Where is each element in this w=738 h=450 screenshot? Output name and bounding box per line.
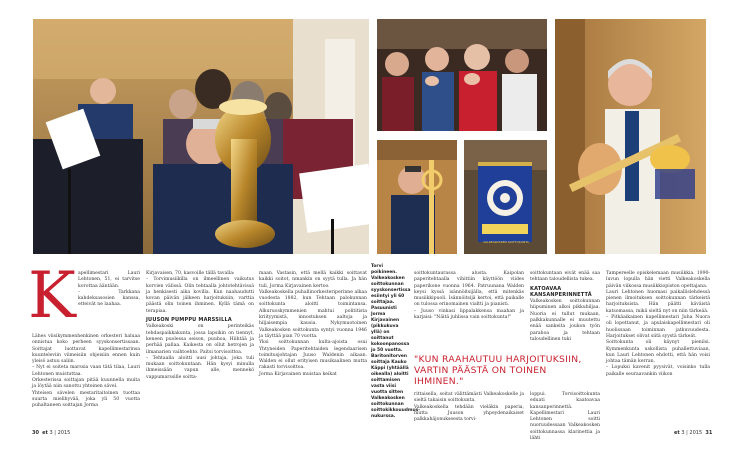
paragraph: Yhteisen sävelen mestaritaitoinen tuottaa suurta mielihyvää, joka yli 50 vuotta puhaltaneen soittajan Jorma — [32, 390, 140, 409]
paragraph: soittokuntaan eivät enää saa tehtaan taloudellista tukea. — [530, 271, 600, 283]
text-column-1 — [78, 271, 140, 309]
text-column-3 — [259, 271, 367, 378]
text-column-1-cont — [32, 334, 140, 410]
paragraph: – Torvimusiikilla on ilmeellinen vaikutus korvien välissä. Olin tehtaalla johtotehtävissä ja henkisesti aika kovilla. Kun naahaudutti kovan päivän jälkeen harjoituksiin, varttia päästä olin toinen ihminen. Kyllä tämä on terapiaa. — [146, 277, 254, 314]
text-column-5-bottom — [414, 392, 524, 423]
photo-man-with-trombone — [555, 19, 706, 254]
text-column-5-top — [414, 271, 524, 321]
magazine-name: et — [674, 430, 680, 436]
photo-soittokunta-banner — [464, 140, 547, 254]
page-number: 31 — [705, 430, 713, 436]
drop-cap: K — [28, 259, 76, 333]
text-column-7 — [606, 271, 710, 378]
paragraph: – Tehtaalla aloitti uusi johtaja, joka tuli mukaan soittokuntaan. Hän kysyi minulla ihmeissään vapun alle, mennekö vappumarssille soitta- — [146, 355, 254, 380]
magazine-name: et — [42, 430, 48, 436]
paragraph: Lähes viisikymmenhenkinen orkesteri haluaa onnistua koko perheen syyskonsertissaan. Soittajat luottavat kapellimestarinsa kuunteleviin viimeisiin ohjeisiin ennen kuin yleisö astuu saliin. — [32, 334, 140, 365]
paragraph: Orkesterissa soittajan pitää kuunnella muita ja löytää niin sanottu yhteinen sävel. — [32, 378, 140, 390]
paragraph: Yksi soittokunnan kulta-ajoista osui Yhtyneiden Paperitehtaiden legendaarisen toimitusjohtajan Juuso Waldenin aikaan. Walden ei ollut erityisen musikaalinen mutta rakasti torvisoittoa. — [259, 340, 367, 371]
issue: 3 | 2015 — [681, 430, 703, 436]
paragraph: Lauri Lehtonen huomasi paikallislehdessä pienen ilmoituksen soittokunnan tärkeistä harjoituksista. Hän päätti käväistä katsomassa, mikä sieltä nyt on niin tärkeää. — [606, 289, 710, 314]
photo-audience-clapping — [377, 19, 547, 131]
paragraph: Tampereelle opiskelemaan musiikkia. 1990-luvun lopulla hän vietti Valkeakoskella päivän viikossa musiikkiopiston opettajana. — [606, 271, 710, 289]
paragraph: Valkeakoskella puhallinorkesteriperinne alkaa vuodesta 1882, kun Tehtaan palokunnan soittokunta aloitti toimintansa. Alkuruoskymmenien mahtui polititista kriityymistä, innostuksen aaltoja ja hiljaisempia kausia. Nykymuotoinen Valkeakosken soittokunta syntyi vuonna 1946 ja täyttää pian 70 vuotta. — [259, 289, 367, 339]
footer-right — [674, 430, 712, 436]
photo-trombone-player — [377, 140, 457, 254]
paragraph: rittaisella, soitat välittämästi Valkeakoskelle ja sieltä takaisin soittokunta. — [414, 392, 524, 404]
paragraph: Jorma Kirjavainen muistaa keikat — [259, 371, 337, 377]
main-photo-tuba-player — [33, 19, 369, 254]
subheading: KATOAVAA KANSANPERINNETTÄ — [530, 285, 592, 298]
issue: 3 | 2015 — [49, 430, 71, 436]
paragraph: Valkeakoski on perinteikäs tehdaspaikkakunta, jossa lapsikin on tiennyt, keneen puolessa seison, puuhoa, Hiihtää ja perhää pallaa. Kaikesta on ollut hetrojen ja ilmanarien vaihtoehto. Paitsi torvisoittoa. — [146, 324, 254, 355]
photo-caption: Torvi poikineen. Valkeakosken soittokunnan syyskonsertissa esiintyi yli 60 soittajaa. Pasuunisti Jorma Kirjavainen (pikkukuva yllä) on soittanut kokoonpanossa jo 50 vuotta. Baritonitorven soittaja Kauko Käppi (yhtäällä oikealla) aloitti soittamisen vasta viisi vuotta sitten Valkeakosken soittokunnan soittokikkouudmus-nukurssa. — [371, 264, 421, 419]
text-column-6-bottom — [530, 392, 600, 442]
paragraph: apellimestari Lauri Lehtonen, 51, ei tarvitse korottaa ääntään. — [78, 271, 140, 289]
paragraph: Kirjavaisen, 70, kasvoille tällä tavalla: — [146, 271, 235, 276]
subheading: JUUSON PUMPPU MARSSILLA — [146, 317, 232, 324]
page-number: 30 — [32, 430, 39, 436]
text-column-6 — [530, 271, 600, 343]
paragraph: – Nyt ei soiteta marssia vaan tätä tilaa, Lauri Lehtonen muistuttaa. — [32, 365, 140, 377]
paragraph: Valkeakosken soittokunnan hiipuminen alkoi pikkuhiljaa. Nuoria ei tullut mukaan, palkkakunnalle ei muutettu enää sankeita joukon työn parahoa ja tehtaan taloudellinen tuki — [530, 299, 600, 342]
footer-left — [32, 430, 70, 436]
paragraph: Valkeakoskella tehdään vieläkin paperia, mutta Juuson yhpeydenaikaiset palkkahäjonukseesta torvi- — [414, 404, 524, 423]
paragraph: Kapellimestari Lauri Lehtonen soitti nuoruudessaan Valkeakosken soittokunnassa klarinettia ja lähti — [530, 410, 600, 442]
banner-text: VALKEAKOSKEN SOITTOKUNTA — [483, 240, 529, 244]
text-column-2 — [146, 271, 254, 381]
paragraph: – Pitkäaikainen kapellimestari Juha Nuora oli lopettanut, ja apulaiskapellimestari oli huolissaan toiminnan jatkuvuudesta. Harjoitukset olivat siitä syystä tärkeät. — [606, 315, 710, 339]
paragraph: soittokuntaurassa alusta. Kaipolan paperitehtaalla vihittiin käyttöön viides paperikone vuonna 1964. Patruunana Walden keysi kyssä isännöitsijälla, että mitenkäs musiikkipuoli. Isännöitsijä kertoi, että paikalle on tulossa erinomainen vialtti ja pianisti. — [414, 271, 524, 308]
pull-quote: "KUN RAAHAUTUU HARJOITUKSIIN, VARTIN PÄÄSTÄ ON TOINEN IHMINEN." — [414, 354, 582, 387]
paragraph: Soittokunta oli käynyt pienilsi. Kymmenkunta uskollista puhallettuviaan, kun Lauri Lehtonen ehdotti, että hän voisi johtaa tämän kerran. — [606, 340, 710, 365]
paragraph: maan. Vastasin, että mellä kaikki soittavat kaikki soitot, nmankin on syytä tulla. Ja hän tuli, Jorma Kirjavainen kertoo. — [259, 271, 367, 289]
paragraph: loppui. Torvisoittokunta eduati kaatoavaa kansanperinnettä. — [530, 392, 600, 410]
paragraph: – Lopuksi kavenit pyysivät, voisinko tulla paikalle seuraavankin viikon — [606, 365, 710, 377]
paragraph: – Juuso vinkasi lippalakkensa maahan ja karjaisi: "Näitä juhlissa vain soittokunta!" — [414, 308, 524, 321]
paragraph: – Tarkkana kahdeksasosien kanssa, etteivät ne laahaa. — [78, 289, 140, 308]
